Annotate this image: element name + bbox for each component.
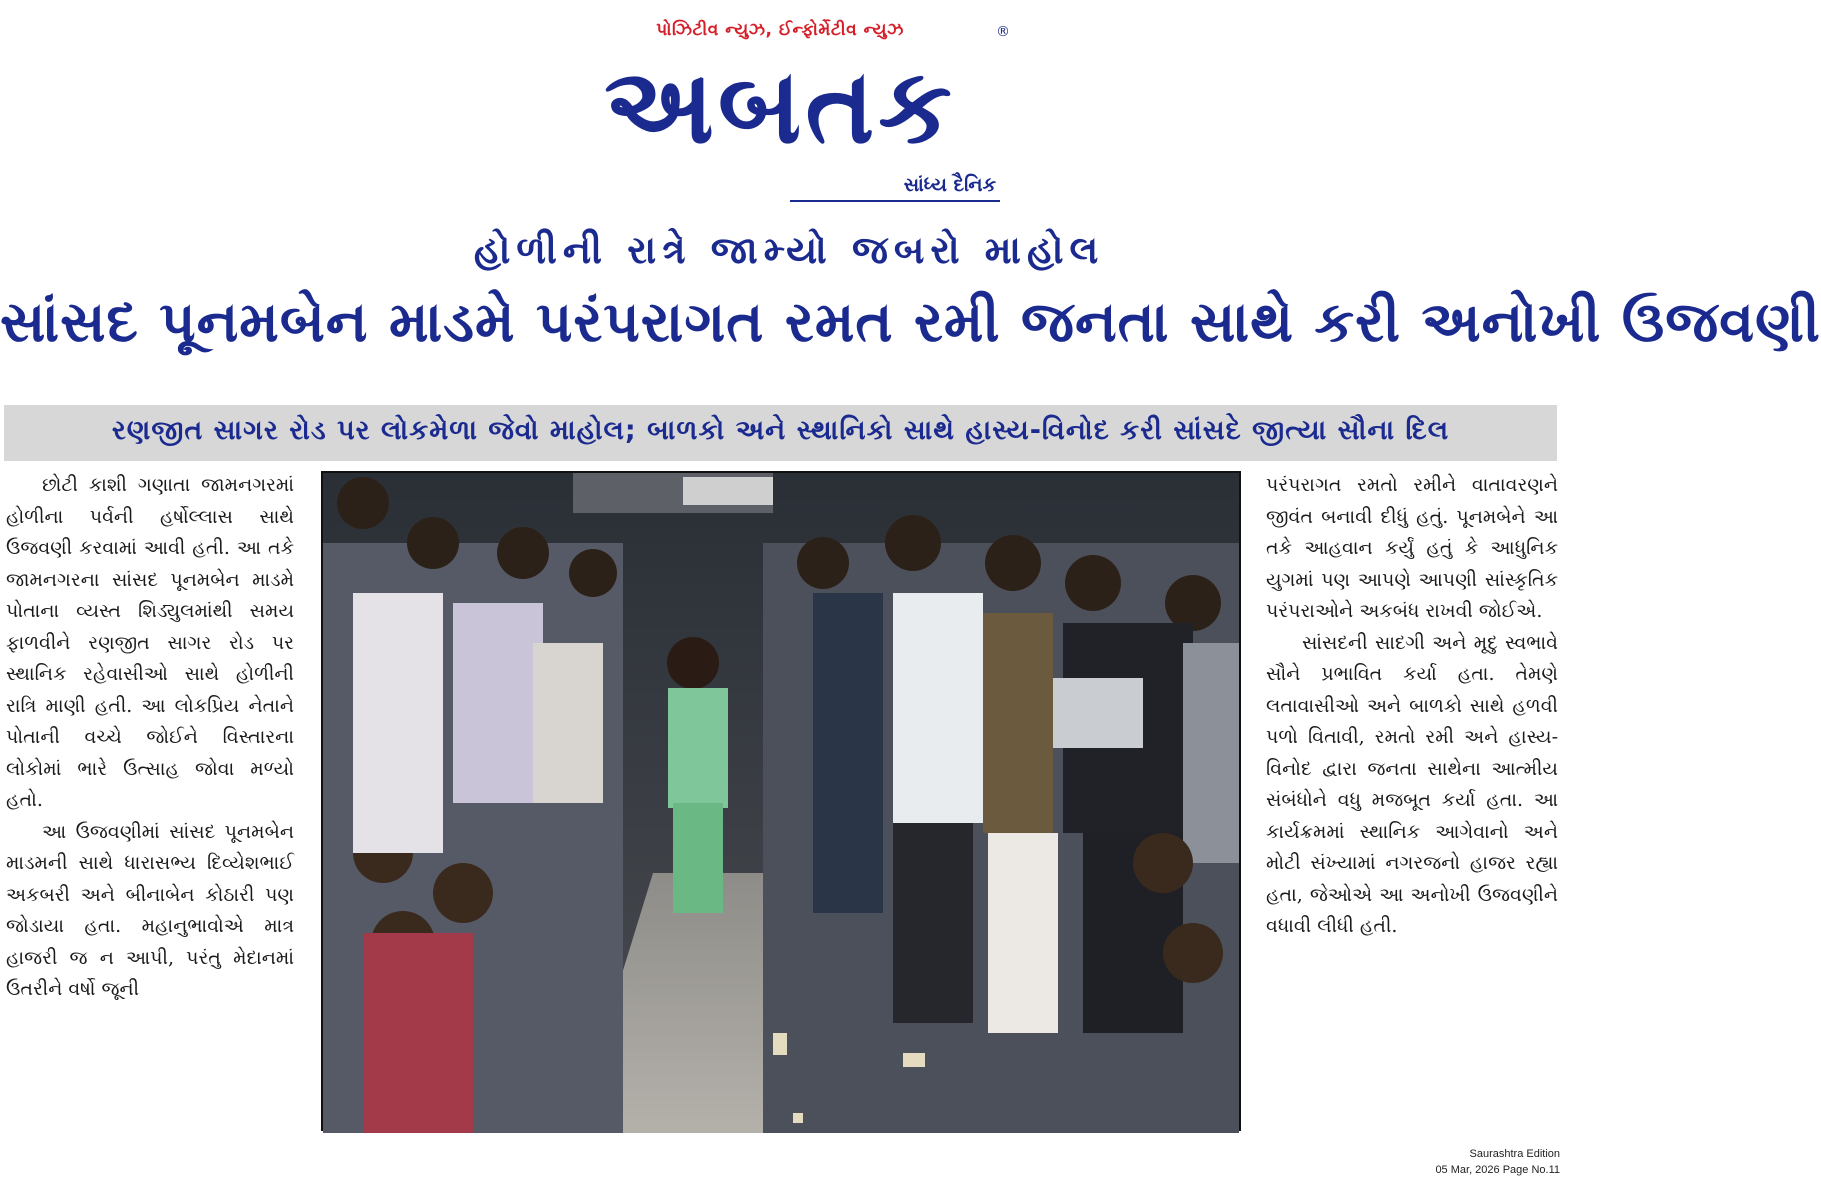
left-column bbox=[6, 470, 294, 1140]
left-paragraph-2: આ ઉજવણીમાં સાંસદ પૂનમબેન માડમની સાથે ધારાસભ્ય દિવ્યેશભાઈ અકબરી અને બીનાબેન કોઠારી પણ જોડાયા હતા. મહાનુભાવોએ માત્ર હાજરી જ ન આપી, પરંતુ મેદાનમાં ઉતરીને વર્ષો જૂની bbox=[6, 820, 294, 1000]
edition-name: Saurashtra Edition bbox=[1469, 1148, 1560, 1160]
article-strapline: રણજીત સાગર રોડ પર લોકમેળા જેવો માહોલ; બાળકો અને સ્થાનિકો સાથે હાસ્ય-વિનોદ કરી સાંસદે જીત્યા સૌના દિલ bbox=[111, 415, 1450, 446]
masthead-tagline: પોઝિટીવ ન્યુઝ, ઈન્ફોર્મેટીવ ન્યુઝ bbox=[656, 20, 904, 40]
registered-mark: ® bbox=[996, 24, 1010, 40]
masthead bbox=[560, 14, 1010, 204]
article-kicker: હોળીની રાત્રે જામ્યો જબરો માહોલ bbox=[473, 228, 1105, 272]
masthead-rule bbox=[790, 200, 1000, 202]
edition-info bbox=[1435, 1146, 1560, 1178]
left-paragraph-1: છોટી કાશી ગણાતા જામનગરમાં હોળીના પર્વની હર્ષોલ્લાસ સાથે ઉજવણી કરવામાં આવી હતી. આ તકે જામનગરના સાંસદ પૂનમબેન માડમે પોતાના વ્યસ્ત શિડ્યુલમાંથી સમય ફાળવીને રણજીત સાગર રોડ પર સ્થાનિક રહેવાસીઓ સાથે હોળીની રાત્રિ માણી હતી. આ લોકપ્રિય નેતાને પોતાની વચ્ચે જોઈને વિસ્તારના લોકોમાં ભારે ઉત્સાહ જોવા મળ્યો હતો. bbox=[6, 474, 294, 811]
right-paragraph-2: સાંસદની સાદગી અને મૃદુ સ્વભાવે સૌને પ્રભાવિત કર્યા હતા. તેમણે લતાવાસીઓ અને બાળકો સાથે હળવી પળો વિતાવી, રમતો રમી અને હાસ્ય-વિનોદ દ્વારા જનતા સાથેના આત્મીય સંબંધોને વધુ મજબૂત કર્યા હતા. આ કાર્યક્રમમાં સ્થાનિક આગેવાનો અને મોટી સંખ્યામાં નગરજનો હાજર રહ્યા હતા, જેઓએ આ અનોખી ઉજવણીને વધાવી લીધી હતી. bbox=[1266, 631, 1558, 937]
strapline-band bbox=[4, 405, 1557, 461]
right-paragraph-1: પરંપરાગત રમતો રમીને વાતાવરણને જીવંત બનાવી દીધું હતું. પૂનમબેને આ તકે આહવાન કર્યું હતું કે આધુનિક યુગમાં પણ આપણે આપણી સાંસ્કૃતિક પરંપરાઓને અકબંધ રાખવી જોઈએ. bbox=[1266, 474, 1558, 622]
masthead-subtitle: સાંધ્ય દૈનિક bbox=[903, 174, 996, 196]
newspaper-logo: અબતક bbox=[604, 45, 956, 167]
right-column bbox=[1266, 470, 1558, 1160]
news-photo bbox=[321, 471, 1241, 1131]
crowd-photo-illustration bbox=[323, 473, 1239, 1129]
edition-date-page: 05 Mar, 2026 Page No.11 bbox=[1435, 1164, 1560, 1176]
article-headline: સાંસદ પૂનમબેન માડમે પરંપરાગત રમત રમી જનતા સાથે કરી અનોખી ઉજવણી bbox=[0, 290, 1821, 355]
